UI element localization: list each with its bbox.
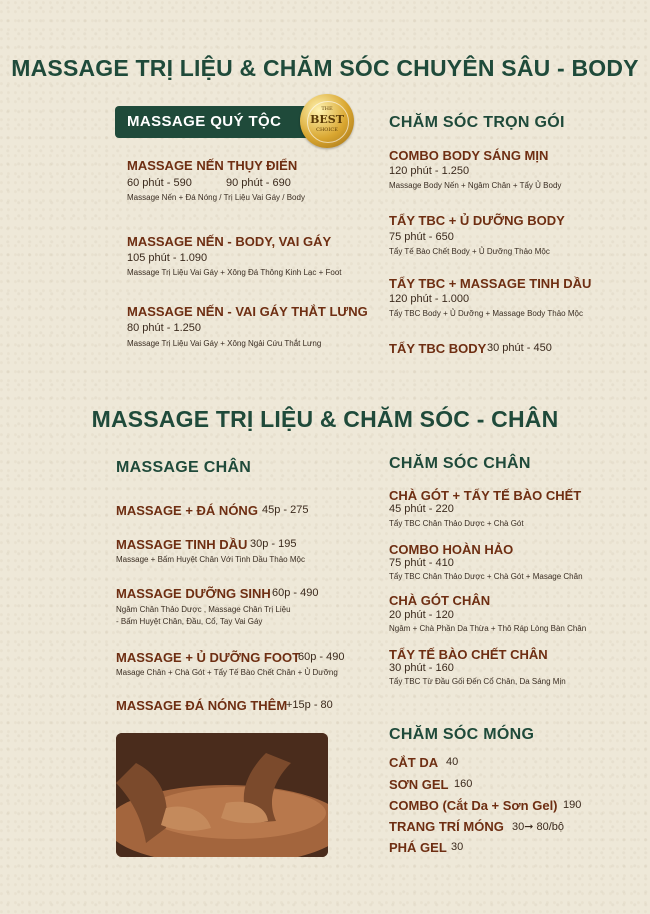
mong-item-name: CẮT DA (389, 755, 439, 770)
tron-goi-item-name: TẨY TBC + MASSAGE TINH DẦU (389, 276, 592, 291)
massage-photo (116, 733, 328, 857)
quy-toc-item-price-2: 90 phút - 690 (226, 177, 291, 189)
tron-goi-item-desc: Tẩy TBC Body + Ủ Dưỡng + Massage Body Thảo Mộc (389, 309, 583, 318)
massage-chan-item-name: MASSAGE ĐÁ NÓNG THÊM (116, 698, 288, 713)
massage-chan-item-name: MASSAGE + ĐÁ NÓNG (116, 503, 258, 518)
quy-toc-item-name: MASSAGE NẾN - VAI GÁY THẮT LƯNG (127, 304, 368, 319)
cham-soc-chan-item-name: TẨY TẾ BÀO CHẾT CHÂN (389, 647, 548, 662)
cham-soc-chan-item-desc: Tẩy TBC Từ Đầu Gối Đến Cổ Chân, Da Sáng Mịn (389, 677, 566, 686)
tron-goi-item-desc: Tẩy Tế Bào Chết Body + Ủ Dưỡng Thảo Mộc (389, 247, 550, 256)
cham-soc-chan-item-price: 45 phút - 220 (389, 503, 454, 515)
mong-item-price: 30 (451, 841, 464, 853)
tron-goi-item-price: 75 phút - 650 (389, 231, 454, 243)
quy-toc-banner (115, 106, 331, 138)
cham-soc-chan-item-desc: Ngâm + Chà Phần Da Thừa + Thô Ráp Lòng Bàn Chân (389, 624, 587, 633)
quy-toc-item-desc: Massage Nến + Đá Nóng / Trị Liệu Vai Gáy / Body (127, 193, 305, 202)
massage-chan-item-desc-2: - Bấm Huyệt Chân, Đầu, Cổ, Tay Vai Gáy (116, 617, 263, 626)
massage-chan-item-name: MASSAGE DƯỠNG SINH (116, 586, 271, 601)
mong-heading: CHĂM SÓC MÓNG (389, 726, 535, 743)
cham-soc-chan-item-name: CHÀ GÓT + TẨY TẾ BÀO CHẾT (389, 488, 582, 503)
quy-toc-item-desc: Massage Trị Liệu Vai Gáy + Xông Ngải Cứu Thắt Lưng (127, 339, 322, 348)
massage-chan-item-desc: Massage + Bấm Huyệt Chân Với Tinh Dầu Thảo Mộc (116, 555, 305, 564)
cham-soc-chan-item-name: COMBO HOÀN HẢO (389, 542, 514, 557)
massage-chan-item-price: 60p - 490 (298, 651, 345, 663)
mong-item-name: TRANG TRÍ MÓNG (389, 819, 504, 834)
quy-toc-item-price: 105 phút - 1.090 (127, 252, 208, 264)
tron-goi-item-price: 120 phút - 1.250 (389, 165, 470, 177)
massage-chan-item-desc: Masage Chân + Chà Gót + Tẩy Tế Bào Chết Chân + Ủ Dưỡng (116, 668, 338, 677)
cham-soc-chan-item-desc: Tẩy TBC Chân Thảo Dược + Chà Gót + Masage Chân (389, 572, 583, 581)
best-choice-badge-icon: THE BEST CHOICE (300, 94, 354, 148)
quy-toc-item-price: 80 phút - 1.250 (127, 322, 202, 334)
massage-chan-item-name: MASSAGE TINH DẦU (116, 537, 248, 552)
massage-chan-item-price: 60p - 490 (272, 587, 319, 599)
cham-soc-chan-item-price: 75 phút - 410 (389, 557, 454, 569)
cham-soc-chan-item-price: 20 phút - 120 (389, 609, 454, 621)
massage-chan-item-price: 45p - 275 (262, 504, 309, 516)
quy-toc-item-name: MASSAGE NẾN - BODY, VAI GÁY (127, 234, 332, 249)
mong-item-price: 190 (563, 799, 582, 811)
tron-goi-item-price: 30 phút - 450 (487, 342, 552, 354)
cham-soc-chan-item-price: 30 phút - 160 (389, 662, 454, 674)
massage-chan-item-price: 30p - 195 (250, 538, 297, 550)
massage-chan-item-name: MASSAGE + Ủ DƯỠNG FOOT (116, 650, 301, 665)
cham-soc-chan-heading: CHĂM SÓC CHÂN (389, 455, 531, 472)
mong-item-name: PHÁ GEL (389, 840, 447, 855)
tron-goi-item-name: COMBO BODY SÁNG MỊN (389, 148, 549, 163)
massage-chan-item-desc: Ngâm Chân Thảo Dược , Massage Chân Trị Liệu (116, 605, 291, 614)
section-title-chan: MASSAGE TRỊ LIỆU & CHĂM SÓC - CHÂN (91, 406, 559, 432)
tron-goi-item-name: TẨY TBC BODY (389, 341, 487, 356)
cham-soc-chan-item-desc: Tẩy TBC Chân Thảo Dược + Chà Gót (389, 519, 524, 528)
mong-item-price: 40 (446, 756, 459, 768)
massage-chan-heading: MASSAGE CHÂN (116, 459, 252, 476)
tron-goi-item-desc: Massage Body Nến + Ngâm Chân + Tẩy Ủ Body (389, 181, 562, 190)
mong-item-price: 160 (454, 778, 473, 790)
massage-chan-item-price: +15p - 80 (286, 699, 333, 711)
mong-item-name: SƠN GEL (389, 777, 449, 792)
quy-toc-item-price: 60 phút - 590 (127, 177, 192, 189)
quy-toc-item-desc: Massage Trị Liệu Vai Gáy + Xông Đá Thông Kinh Lạc + Foot (127, 268, 342, 277)
quy-toc-heading: MASSAGE QUÝ TỘC (127, 113, 282, 130)
mong-item-price: 30➞ 80/bộ (512, 821, 565, 833)
tron-goi-item-name: TẨY TBC + Ủ DƯỠNG BODY (389, 213, 565, 228)
cham-soc-chan-item-name: CHÀ GÓT CHÂN (389, 593, 491, 608)
section-title-body: MASSAGE TRỊ LIỆU & CHĂM SÓC CHUYÊN SÂU - BODY (11, 55, 639, 81)
quy-toc-item-name: MASSAGE NẾN THỤY ĐIỂN (127, 158, 298, 173)
tron-goi-item-price: 120 phút - 1.000 (389, 293, 470, 305)
mong-item-name: COMBO (Cắt Da + Sơn Gel) (389, 798, 558, 813)
tron-goi-heading: CHĂM SÓC TRỌN GÓI (389, 114, 565, 131)
